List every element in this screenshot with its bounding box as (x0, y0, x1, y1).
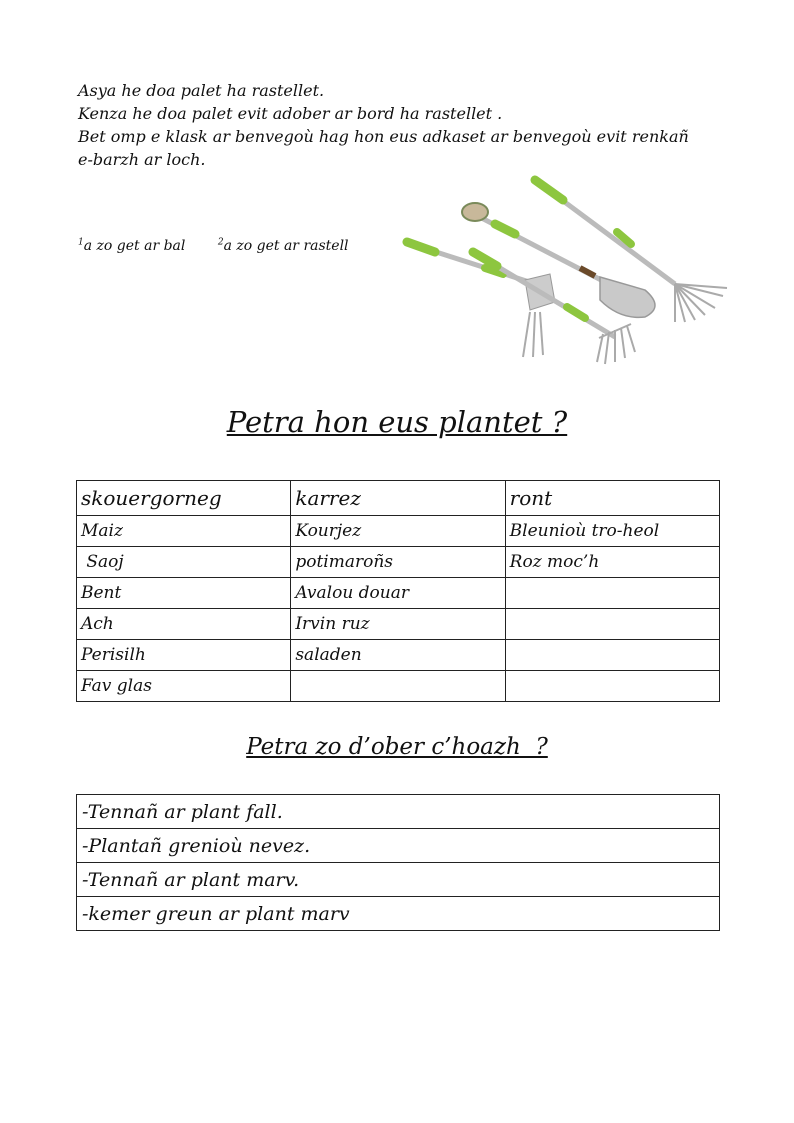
table-cell: saladen (291, 640, 505, 671)
table-row (77, 609, 720, 640)
todo-item: -Plantañ grenioù nevez. (77, 829, 720, 863)
table-row (77, 863, 720, 897)
table-cell: potimaroñs (291, 547, 505, 578)
plants-title: Petra hon eus plantet ? (226, 405, 568, 439)
table-cell: Avalou douar (291, 578, 505, 609)
footnote-1: $^1$a zo get ar bal (78, 237, 186, 254)
table-cell: Perisilh (77, 640, 291, 671)
header-cell: skouergorneg (77, 481, 291, 516)
table-row (77, 829, 720, 863)
footnote-2: $^2$a zo get ar rastell (217, 237, 349, 254)
plants-table (76, 480, 720, 702)
footnotes (78, 237, 377, 254)
table-cell: Maiz (77, 516, 291, 547)
intro-line: Bet omp e klask ar benvegoù hag hon eus adkaset ar benvegoù evit renkañ (78, 127, 689, 146)
todo-table (76, 794, 720, 931)
todo-item: -Tennañ ar plant fall. (77, 795, 720, 829)
table-cell (505, 640, 719, 671)
intro-text (78, 79, 738, 171)
table-cell (505, 578, 719, 609)
table-cell: Fav glas (77, 671, 291, 702)
table-row (77, 795, 720, 829)
table-header-row (77, 481, 720, 516)
table-cell (505, 671, 719, 702)
table-cell: Kourjez (291, 516, 505, 547)
table-row (77, 671, 720, 702)
table-row (77, 578, 720, 609)
table-row (77, 897, 720, 931)
table-row (77, 547, 720, 578)
header-cell: ront (505, 481, 719, 516)
todo-title: Petra zo d’ober c’hoazh ? (246, 734, 548, 760)
table-cell: Ach (77, 609, 291, 640)
table-cell: Roz moc’h (505, 547, 719, 578)
table-row (77, 516, 720, 547)
table-cell: Bent (77, 578, 291, 609)
table-cell: Irvin ruz (291, 609, 505, 640)
table-cell: Bleunioù tro-heol (505, 516, 719, 547)
table-cell (291, 671, 505, 702)
table-cell (505, 609, 719, 640)
header-cell: karrez (291, 481, 505, 516)
garden-tools-icon (385, 172, 735, 377)
todo-item: -Tennañ ar plant marv. (77, 863, 720, 897)
intro-line: Asya he doa palet ha rastellet. (78, 81, 325, 100)
intro-line: Kenza he doa palet evit adober ar bord ha rastellet . (78, 104, 503, 123)
todo-item: -kemer greun ar plant marv (77, 897, 720, 931)
table-cell: Saoj (77, 547, 291, 578)
table-row (77, 640, 720, 671)
intro-line: e-barzh ar loch. (78, 150, 206, 169)
